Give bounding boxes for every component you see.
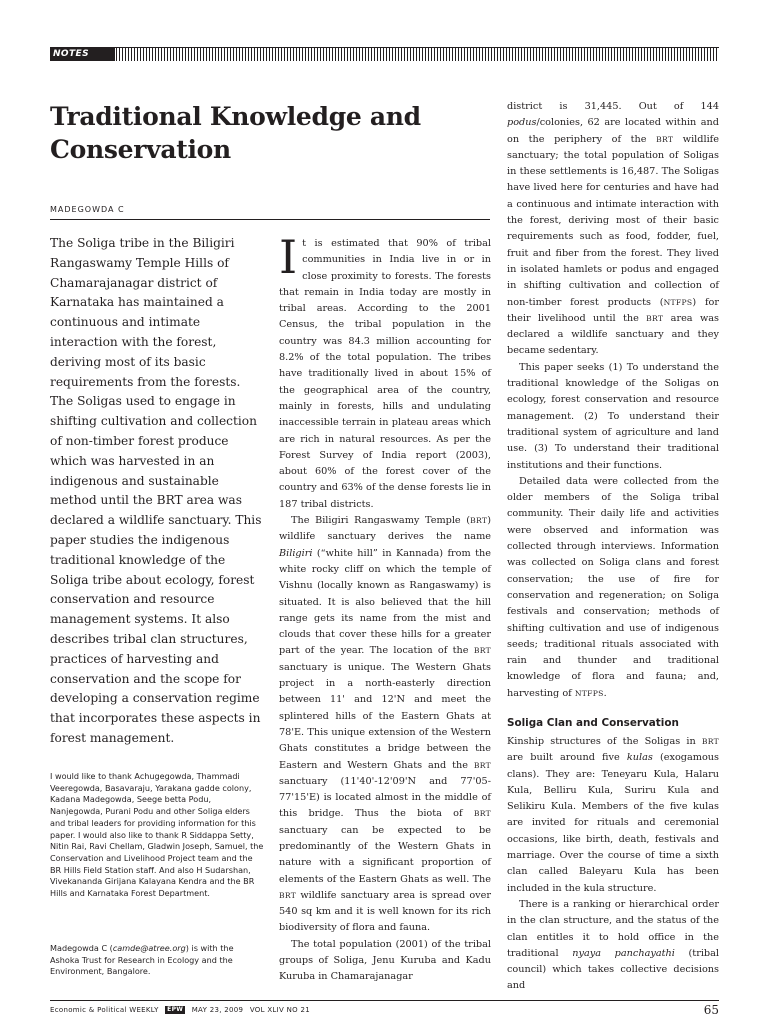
abstract: The Soliga tribe in the Biligiri Rangaswamy Temple Hills of Chamarajanagar district of Karnataka has maintained a continuous and intimate interaction with the forest, deriving most of its basic requirements from the forests. The Soligas used to engage in shifting cultivation and collection of non-timber forest produce which was harvested in an indigenous and sustainable method until the BRT area was declared a wildlife sanctuary. This paper studies the indigenous traditional knowledge of the Soliga tribe about ecology, forest conservation and resource management systems. It also describes tribal clan structures, practices of harvesting and conservation and the scope for developing a conservation regime that incorporates these aspects in forest management. <box>50 236 262 745</box>
affiliation-prefix: Madegowda C ( <box>50 943 113 953</box>
section-heading: Soliga Clan and Conservation <box>507 716 679 729</box>
text-run: /colonies, 62 are located within and on the periphery of the <box>507 117 719 145</box>
author-name: MADEGOWDA C <box>50 205 125 214</box>
page-number: 65 <box>703 1003 719 1017</box>
population-paragraph: The total population (2001) of the tribal groups of Soliga, Jenu Kuruba and Kadu Kuruba in Chamarajanagar <box>279 938 491 983</box>
text-run: The Biligiri Rangaswamy Temple ( <box>291 515 471 527</box>
brt-paragraph <box>279 513 491 937</box>
brt-abbrev: BRT <box>473 646 491 656</box>
text-run: wildlife sanctuary; the total population of Soligas in these settlements is 16,487. The Soligas have lived here for centuries and have had a continuous and intimate interaction with the forest, deriving most of their basic requirements such as food, fodder, fuel, fruit and fiber from the forest. They lived in isolated hamlets or podus and engaged in shifting cultivation and collection of non-timber forest products ( <box>507 133 719 308</box>
kinship-paragraph <box>507 734 719 897</box>
kulas-term: kulas <box>626 752 653 764</box>
issue-date: MAY 23, 2009 <box>191 1006 244 1014</box>
author-divider <box>50 219 490 220</box>
text-run: (exogamous clans). They are: Teneyaru Kula, Halaru Kula, Belliru Kula, Suriru Kula and Selikiru Kula. Members of the five kulas are invited for rituals and ceremonial occasions, like birth, death, festivals and marriage. Over the course of time a sixth clan called Baleyaru Kula has been included in the kula structure. <box>507 752 720 894</box>
text-run: area was declared a wildlife sanctuary and they became sedentary. <box>507 312 719 357</box>
issue-volume: VOL XLIV NO 21 <box>249 1006 310 1014</box>
brt-abbrev: BRT <box>473 809 491 819</box>
text-run: ) wildlife sanctuary derives the name <box>279 515 491 543</box>
text-run: sanctuary is unique. The Western Ghats project in a north-easterly direction between 11' and 12'N and meet the splintered hills of the Eastern Ghats at 78'E. This unique extension of the Western Ghats constitutes a bridge between the Eastern and Western Ghats and the <box>279 661 491 771</box>
text-run: Detailed data were collected from the older members of the Soliga tribal community. Their daily life and activities were observed and information was collected through interviews. Information was collected on Soliga clans and forest conservation; the use of fire for conservation and regeneration; on Soliga festivals and conservation; methods of shifting cultivation and use of indigenous seeds; traditional rituals associated with rain and thunder and traditional knowledge of flora and fauna; and, harvesting of <box>507 475 719 699</box>
ntfps-abbrev: NTFPS <box>663 297 693 307</box>
section-label: NOTES <box>50 48 115 61</box>
acknowledgement-note: I would like to thank Achugegowda, Thammadi Veeregowda, Basavaraju, Yarakana gadde colony, Kadana Madegowda, Seege betta Podu, Nanjegowda, Purani Podu and other Soliga elders and tribal leaders for providing information for this paper. I would also like to thank R Siddappa Setty, Nitin Rai, Ravi Chellam, Gladwin Joseph, Samuel, the Conservation and Livelihood Project team and the BR Hills Field Station staff. And also H Sudarshan, Vivekananda Girijana Kalayana Kendra and the BR Hills and Karnataka Forest Department. <box>50 771 264 899</box>
author-email-link[interactable]: camde@atree.org <box>112 943 186 953</box>
text-run: Kinship structures of the Soligas in <box>507 735 702 747</box>
podus-term: podus <box>507 117 537 129</box>
brt-abbrev: BRT <box>473 760 491 770</box>
hierarchy-paragraph <box>507 897 719 995</box>
biligiri-term: Biligiri <box>279 547 313 559</box>
drop-cap: I <box>279 230 298 284</box>
body-column-right <box>507 99 719 995</box>
text-run: (“white hill” in Kannada) from the white rocky cliff on which the temple of Vishnu (locally known as Rangaswamy) is situated. It is also believed that the hill range gets its name from the mist and clouds that cover these hills for a greater part of the year. The location of the <box>279 547 491 657</box>
nyaya-panchayathi-term: nyaya panchayathi <box>572 947 675 959</box>
article-title: Traditional Knowledge and Conservation <box>50 102 421 164</box>
settlement-paragraph <box>507 99 719 360</box>
brt-abbrev: BRT <box>279 890 297 900</box>
text-run: (tribal council) which takes collective decisions and <box>507 947 720 992</box>
text-run: wildlife sanctuary area is spread over 540 sq km and it is well known for its rich biodiversity of flora and fauna. <box>279 889 491 934</box>
text-run: sanctuary (11'40'-12'09'N and 77'05-77'15'E) is located almost in the middle of this bridge. Thus the biota of <box>279 775 491 820</box>
methods-paragraph <box>507 474 719 702</box>
brt-abbrev: BRT <box>646 313 664 323</box>
text-run: . <box>603 687 607 699</box>
ntfps-abbrev: NTFPS <box>574 688 604 698</box>
intro-text: t is estimated that 90% of tribal communities in India live in or in close proximity to forests. The forests that remain in India today are mostly in tribal areas. According to the 2001 Census, the tribal population in the country was 84.3 million accounting for 8.2% of the total population. The tribes have traditionally lived in about 15% of the geographical area of the country, mainly in forests, hills and undulating inaccessible terrain in plateau areas which are rich in natural resources. As per the Forest Survey of India report (2003), about 60% of the forest cover of the country and 63% of the dense forests lie in 187 tribal districts. <box>279 238 491 510</box>
section-banner <box>50 47 719 61</box>
objectives-paragraph: This paper seeks (1) To understand the traditional knowledge of the Soligas on ecology, forest conservation and resource management. (2) To understand their traditional system of agriculture and land use. (3) To understand their traditional institutions and their functions. <box>507 361 719 471</box>
brt-abbrev: BRT <box>470 516 488 526</box>
journal-name: Economic & Political WEEKLY <box>50 1006 159 1014</box>
epw-logo: EPW <box>167 1006 184 1013</box>
text-run: ) for their livelihood until the <box>507 296 719 324</box>
text-run: sanctuary can be expected to be predominantly of the Western Ghats in nature with a significant proportion of elements of the Eastern Ghats as well. The <box>279 824 491 885</box>
intro-paragraph <box>279 230 491 513</box>
text-run: There is a ranking or hierarchical order in the clan structure, and the status of the clan entitles it to hold office in the traditional <box>507 898 719 959</box>
affiliation-suffix: ) is with the Ashoka Trust for Research in Ecology and the Environment, Bangalore. <box>50 943 234 977</box>
brt-abbrev: BRT <box>656 134 674 144</box>
footer-divider <box>50 1000 719 1001</box>
text-run: are built around five <box>507 752 627 764</box>
body-column-middle <box>279 230 491 986</box>
text-run: district is 31,445. Out of 144 <box>507 101 719 112</box>
brt-abbrev: BRT <box>701 736 719 746</box>
author-affiliation <box>50 943 264 978</box>
journal-footer <box>50 1006 314 1014</box>
